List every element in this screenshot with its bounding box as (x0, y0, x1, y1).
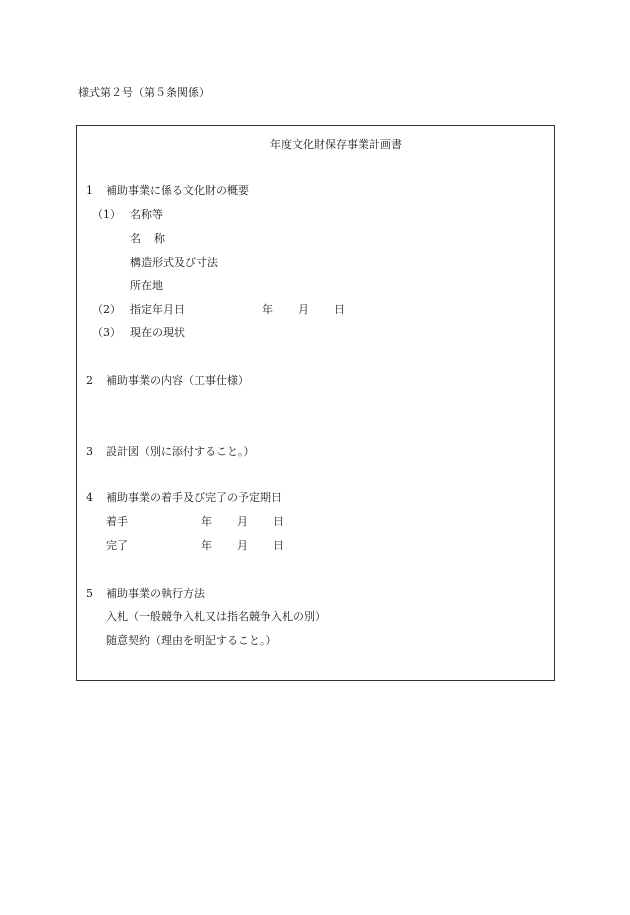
start-label: 着手 (106, 515, 128, 528)
designation-day-unit: 日 (334, 303, 345, 316)
section-3-heading: 設計図（別に添付すること。） (106, 445, 255, 458)
section-2-heading: 補助事業の内容（工事仕様） (106, 374, 249, 387)
start-year-unit: 年 (201, 515, 212, 528)
name-label-char-1: 名 (130, 232, 141, 245)
item-1-2-label: 指定年月日 (130, 303, 185, 316)
item-1-1-number: （1） (92, 208, 121, 221)
designation-year-unit: 年 (262, 303, 273, 316)
section-3-number: 3 (86, 445, 93, 458)
section-1-number: 1 (86, 184, 93, 197)
completion-month-unit: 月 (237, 539, 248, 552)
section-5-number: 5 (86, 587, 93, 600)
item-1-2-number: （2） (92, 303, 121, 316)
completion-label: 完了 (106, 539, 128, 552)
start-month-unit: 月 (237, 515, 248, 528)
item-1-1-label: 名称等 (130, 208, 163, 221)
start-day-unit: 日 (273, 515, 284, 528)
section-2-number: 2 (86, 374, 93, 387)
item-1-3-label: 現在の現状 (130, 326, 185, 339)
section-5-heading: 補助事業の執行方法 (106, 587, 205, 600)
structure-label: 構造形式及び寸法 (130, 256, 218, 269)
form-number: 様式第２号（第５条関係） (78, 86, 210, 99)
item-1-3-number: （3） (92, 326, 121, 339)
completion-day-unit: 日 (273, 539, 284, 552)
bidding-method: 入札（一般競争入札又は指名競争入札の別） (106, 610, 326, 623)
section-1-heading: 補助事業に係る文化財の概要 (106, 184, 249, 197)
section-4-number: 4 (86, 491, 93, 504)
document-title: 年度文化財保存事業計画書 (270, 138, 402, 151)
name-label-char-2: 称 (154, 232, 165, 245)
designation-month-unit: 月 (298, 303, 309, 316)
location-label: 所在地 (130, 279, 163, 292)
section-4-heading: 補助事業の着手及び完了の予定期日 (106, 491, 282, 504)
private-contract-method: 随意契約（理由を明記すること。） (106, 634, 277, 647)
completion-year-unit: 年 (201, 539, 212, 552)
